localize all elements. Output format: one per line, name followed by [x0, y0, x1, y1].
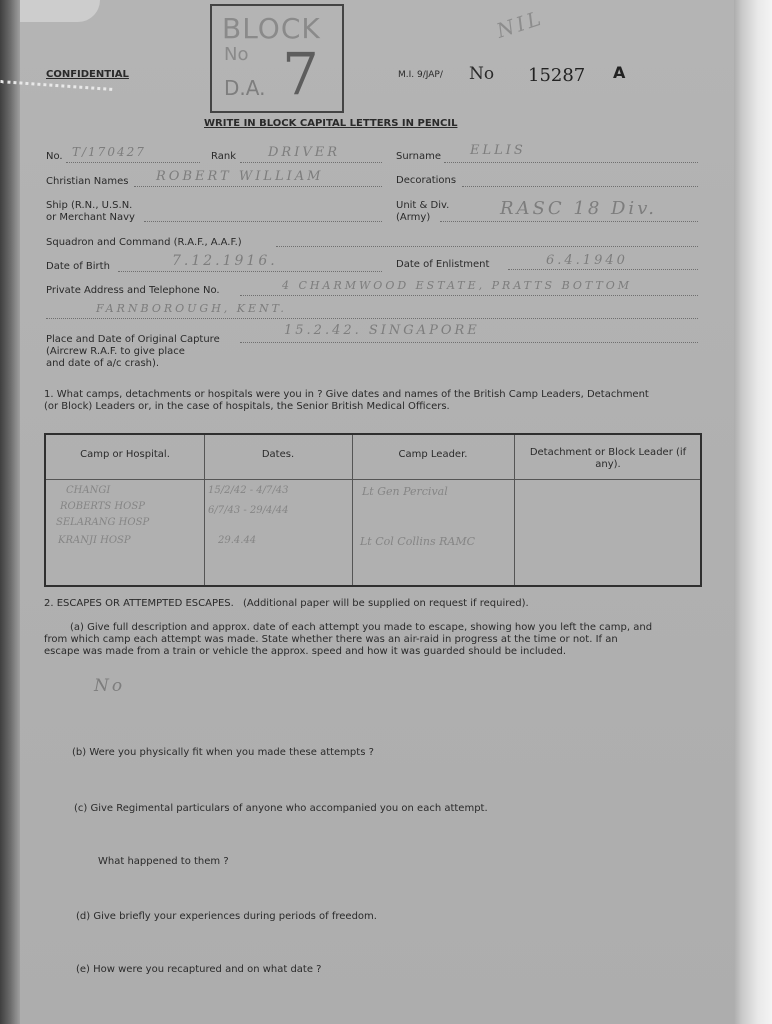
stamp-no-text: No	[224, 44, 249, 65]
no-field-value: T/170427	[72, 145, 146, 159]
enlistment-value: 6.4.1940	[546, 253, 628, 268]
christian-names-label: Christian Names	[46, 176, 129, 187]
question-2c-followup: What happened to them ?	[98, 856, 229, 867]
rank-label: Rank	[211, 151, 236, 162]
stamp-block-text: BLOCK	[222, 12, 321, 45]
unit-value: RASC 18 Div.	[500, 198, 657, 219]
dob-line	[118, 271, 382, 272]
question-2a-line-1: (a) Give full description and approx. date of each attempt you made to escape, showing how you left the camp, and	[70, 622, 653, 633]
dob-label: Date of Birth	[46, 261, 110, 272]
block-stamp	[210, 4, 344, 113]
rank-line	[240, 162, 382, 163]
capture-line	[240, 342, 698, 343]
capture-label-1: Place and Date of Original Capture	[46, 334, 220, 345]
decorations-line	[462, 186, 698, 187]
capture-label-2: (Aircrew R.A.F. to give place	[46, 346, 185, 357]
form-ref: M.I. 9/JAP/	[398, 70, 443, 80]
table-cell: CHANGI	[66, 485, 111, 496]
form-suffix: A	[613, 63, 626, 82]
address-line-2	[46, 318, 698, 319]
squadron-line	[276, 246, 698, 247]
no-field-label: No.	[46, 151, 63, 162]
confidential-label: CONFIDENTIAL	[46, 69, 129, 80]
column-header-detachment: Detachment or Block Leader (if any).	[529, 447, 687, 470]
torn-corner	[20, 0, 100, 22]
table-divider	[514, 435, 515, 585]
squadron-label: Squadron and Command (R.A.F., A.A.F.)	[46, 237, 242, 248]
ship-label-1: Ship (R.N., U.S.N.	[46, 200, 133, 211]
address-label: Private Address and Telephone No.	[46, 285, 220, 296]
question-2c: (c) Give Regimental particulars of anyone who accompanied you on each attempt.	[74, 803, 488, 814]
no-label: No	[469, 64, 495, 84]
stamp-da-text: D.A.	[224, 76, 266, 100]
no-field-line	[66, 162, 200, 163]
question-2-title	[44, 598, 529, 610]
question-2-note: (Additional paper will be supplied on request if required).	[243, 598, 529, 609]
unit-label-2: (Army)	[396, 212, 431, 223]
column-header-camp: Camp or Hospital.	[80, 449, 170, 460]
address-value-1: 4 CHARMWOOD ESTATE, PRATTS BOTTOM	[282, 279, 633, 292]
question-2a-line-2: from which camp each attempt was made. State whether there was an air-raid in progress at the time or not. If an	[44, 634, 618, 645]
address-value-2: FARNBOROUGH, KENT.	[96, 302, 287, 315]
table-cell: Lt Gen Percival	[362, 485, 448, 498]
table-cell: Lt Col Collins RAMC	[360, 535, 476, 548]
question-2a-line-3: escape was made from a train or vehicle the approx. speed and how it was guarded should be included.	[44, 646, 567, 657]
enlistment-label: Date of Enlistment	[396, 259, 490, 270]
capture-label-3: and date of a/c crash).	[46, 358, 160, 369]
unit-line	[440, 221, 698, 222]
christian-names-value: ROBERT WILLIAM	[156, 169, 324, 184]
question-2b: (b) Were you physically fit when you made these attempts ?	[72, 747, 374, 758]
capture-value: 15.2.42. SINGAPORE	[284, 323, 480, 338]
camps-table	[44, 433, 702, 587]
rank-value: DRIVER	[268, 145, 341, 160]
ship-label-2: or Merchant Navy	[46, 212, 135, 223]
question-2-heading: 2. ESCAPES OR ATTEMPTED ESCAPES.	[44, 598, 234, 609]
christian-names-line	[134, 186, 382, 187]
form-number: 15287	[528, 65, 586, 86]
enlistment-line	[508, 269, 698, 270]
table-cell: ROBERTS HOSP	[60, 501, 145, 512]
stamp-number: 7	[282, 40, 319, 108]
decorations-label: Decorations	[396, 175, 457, 186]
table-header-divider	[46, 479, 700, 480]
column-header-dates: Dates.	[261, 449, 295, 460]
question-1-line-1: 1. What camps, detachments or hospitals were you in ? Give dates and names of the British Camp Leaders, Detachment	[44, 389, 649, 400]
column-header-leader: Camp Leader.	[398, 449, 468, 460]
address-line-1	[240, 295, 698, 296]
instruction-heading: WRITE IN BLOCK CAPITAL LETTERS IN PENCIL	[204, 118, 458, 129]
table-cell: 29.4.44	[218, 535, 257, 546]
question-2a-answer: No	[94, 676, 126, 696]
dob-value: 7.12.1916.	[172, 253, 278, 269]
question-2e: (e) How were you recaptured and on what date ?	[76, 964, 322, 975]
question-1-line-2: (or Block) Leaders or, in the case of hospitals, the Senior British Medical Officers.	[44, 401, 450, 412]
unit-label-1: Unit & Div.	[396, 200, 450, 211]
surname-label: Surname	[396, 151, 441, 162]
table-cell: SELARANG HOSP	[56, 517, 150, 528]
table-cell: 6/7/43 - 29/4/44	[208, 505, 289, 516]
surname-line	[444, 162, 698, 163]
ship-line	[144, 221, 382, 222]
question-2d: (d) Give briefly your experiences during periods of freedom.	[76, 911, 377, 922]
surname-value: ELLIS	[470, 143, 526, 158]
table-cell: 15/2/42 - 4/7/43	[208, 485, 289, 496]
table-cell: KRANJI HOSP	[58, 535, 131, 546]
nil-annotation: NIL	[493, 5, 547, 43]
